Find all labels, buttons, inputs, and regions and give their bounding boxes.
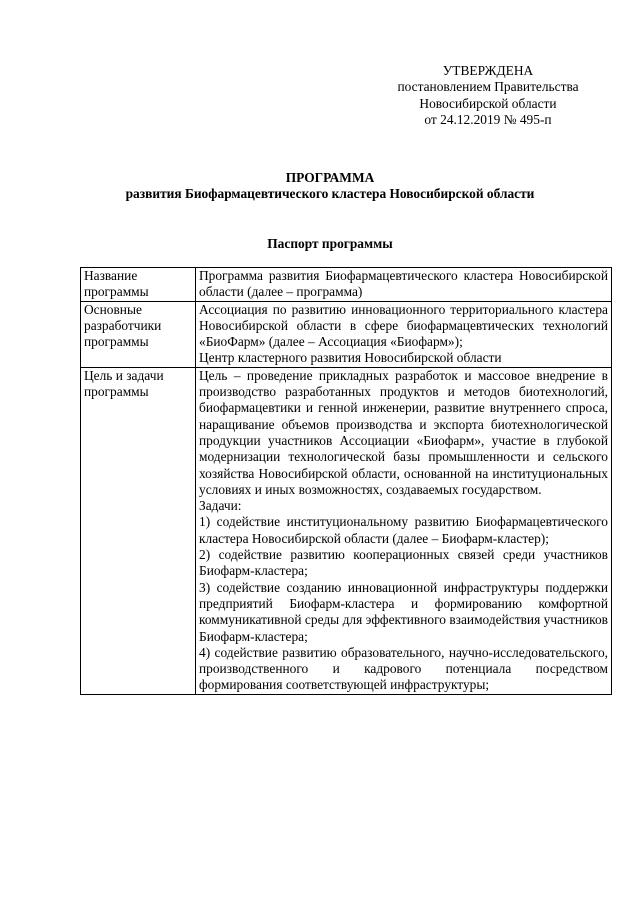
paragraph: Программа развития Биофармацевтического кластера Новосибирской области (далее – программа) [199, 268, 608, 300]
task-item: 2) содействие развитию кооперационных связей среди участников Биофарм-кластера; [199, 547, 608, 579]
passport-table [80, 267, 612, 695]
approval-line: постановлением Правительства [397, 79, 579, 95]
document-title: ПРОГРАММА [285, 170, 375, 185]
row-label [81, 367, 196, 694]
table-row [81, 367, 612, 694]
task-item: 3) содействие созданию инновационной инфраструктуры поддержки предприятий Биофарм-кластера и формированию комфортной коммуникативной среды для эффективного взаимодействия участников Биофарм-кластера; [199, 579, 608, 644]
row-label-text: Цель и задачи программы [84, 367, 164, 400]
table-row [81, 268, 612, 302]
approval-line: Новосибирской области [419, 95, 557, 111]
section-heading: Паспорт программы [267, 236, 393, 251]
paragraph: Задачи: [199, 498, 242, 514]
approval-stamp [388, 63, 588, 128]
row-content [196, 301, 612, 367]
row-content [196, 367, 612, 694]
row-label-text: Основные разработчики программы [84, 301, 162, 350]
task-item: 1) содействие институциональному развитию Биофармацевтического кластера Новосибирской области (далее – Биофарм-кластер); [199, 514, 608, 546]
row-label [81, 301, 196, 367]
approval-date: от 24.12.2019 № 495-п [424, 111, 552, 127]
row-label [81, 268, 196, 302]
table-row [81, 301, 612, 367]
approval-line: УТВЕРЖДЕНА [442, 63, 534, 78]
row-label-text: Название программы [84, 268, 149, 300]
task-item: 4) содействие развитию образовательного, научно-исследовательского, производственного и кадрового потенциала посредством формирования соответствующей инфраструктуры; [199, 644, 608, 693]
paragraph: Цель – проведение прикладных разработок и массовое внедрение в производство разработанных продуктов и методов биотехнологий, биофармацевтики и генной инженерии, развитие внутреннего спроса, наращивание объемов производства и экспорта биотехнологической продукции участников Ассоциации «Биофарм», участие в глубокой модернизации технологической базы промышленности и сельского хозяйства Новосибирской области, основанной на институциональных условиях и иных возможностях, создаваемых государством. [199, 367, 608, 497]
document-subtitle: развития Биофармацевтического кластера Новосибирской области [125, 186, 535, 201]
paragraph: Центр кластерного развития Новосибирской области [199, 350, 502, 366]
row-content [196, 268, 612, 302]
paragraph: Ассоциация по развитию инновационного территориального кластера Новосибирской области в сфере биофармацевтических технологий «БиоФарм» (далее – Ассоциация «Биофарм»); [199, 301, 608, 350]
